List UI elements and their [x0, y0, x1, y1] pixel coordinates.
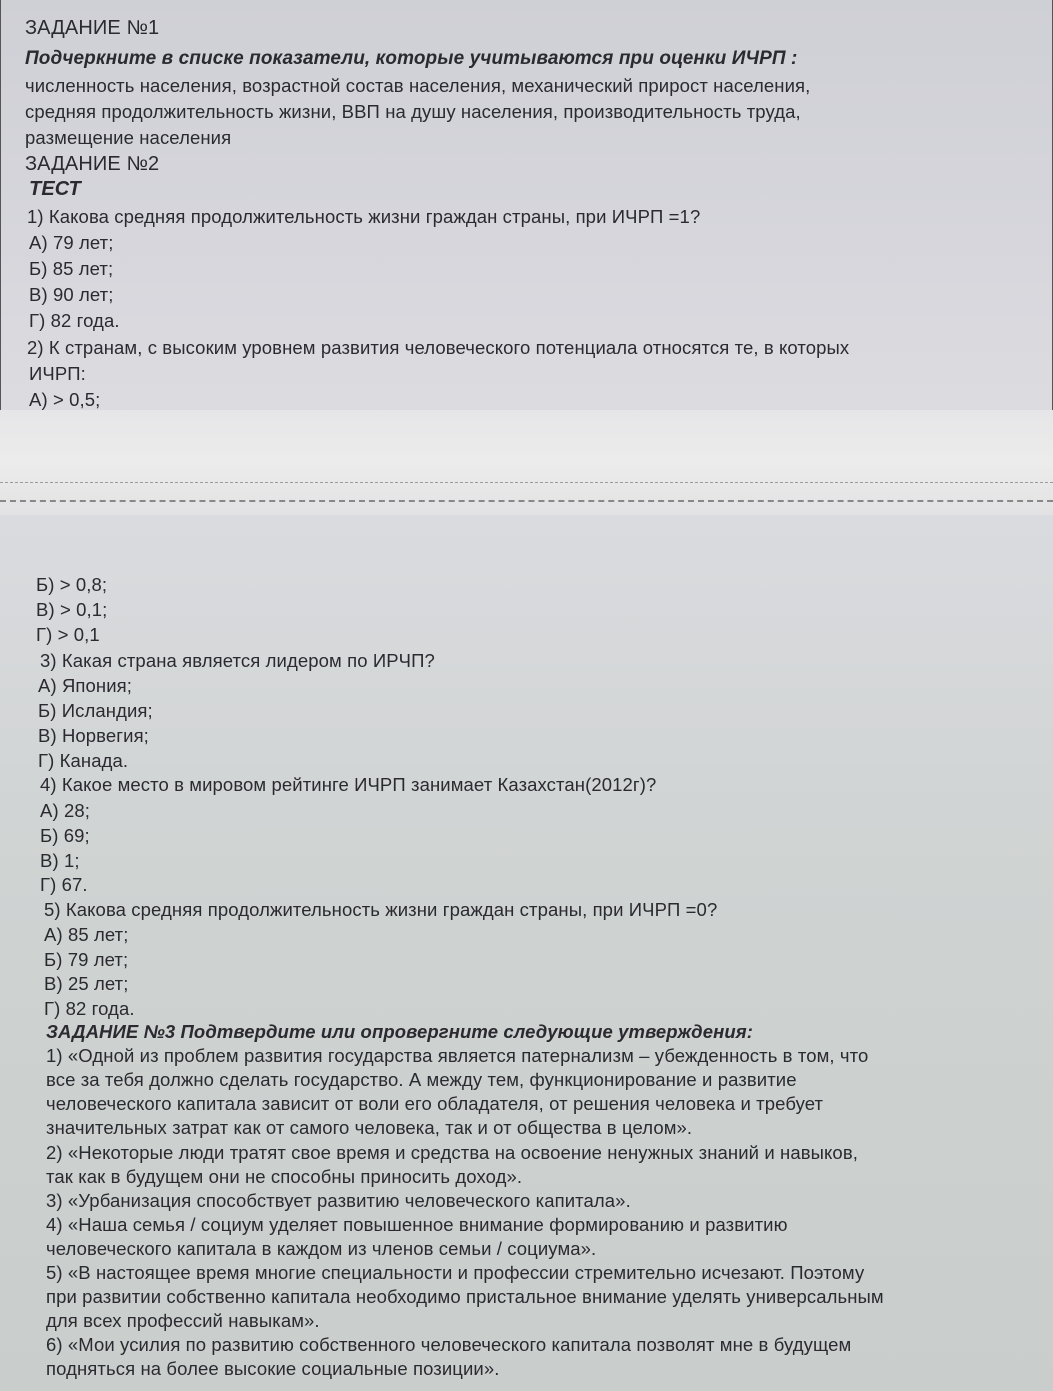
q4-option-a: А) 28;	[40, 800, 90, 821]
task3-line-1: 1) «Одной из проблем развития государства является патернализм – убежденность в том, что	[46, 1045, 869, 1066]
task1-instruction: Подчеркните в списке показатели, которые учитываются при оценки ИЧРП :	[25, 48, 798, 69]
q5-option-d: Г) 82 года.	[44, 998, 135, 1019]
task1-list-line-2: средняя продолжительность жизни, ВВП на душу населения, производительность труда,	[25, 101, 801, 122]
q2-option-a: А) > 0,5;	[29, 389, 101, 410]
q2-text-line1: 2) К странам, с высоким уровнем развития человеческого потенциала относятся те, в которых	[27, 337, 850, 358]
gap-divider	[0, 482, 1053, 484]
task3-line-13: 6) «Мои усилия по развитию собственного человеческого капитала позволят мне в будущем	[46, 1334, 852, 1355]
q3-option-a: А) Япония;	[38, 675, 133, 696]
task3-line-11: при развитии собственно капитала необходимо пристальное внимание уделять универсальным	[46, 1286, 884, 1307]
q3-option-b: Б) Исландия;	[38, 700, 153, 721]
q4-option-b: Б) 69;	[40, 825, 90, 846]
task2-heading: ЗАДАНИЕ №2	[25, 153, 160, 175]
task3-line-9: человеческого капитала в каждом из членов семьи / социума».	[46, 1238, 597, 1259]
q2-option-b: Б) > 0,8;	[36, 574, 108, 595]
task1-heading: ЗАДАНИЕ №1	[25, 17, 160, 39]
task3-line-6: так как в будущем они не способны приносить доход».	[46, 1166, 523, 1187]
q3-option-d: Г) Канада.	[38, 750, 129, 771]
task3-line-7: 3) «Урбанизация способствует развитию человеческого капитала».	[46, 1190, 631, 1211]
q2-option-c: В) > 0,1;	[36, 599, 108, 620]
q1-option-b: Б) 85 лет;	[29, 258, 114, 279]
q4-option-c: В) 1;	[40, 850, 80, 871]
q3-text: 3) Какая страна является лидером по ИРЧП?	[40, 650, 435, 671]
q5-option-a: А) 85 лет;	[44, 924, 129, 945]
q1-option-c: В) 90 лет;	[29, 284, 114, 305]
q4-text: 4) Какое место в мировом рейтинге ИЧРП занимает Казахстан(2012г)?	[40, 774, 657, 795]
task3-heading: ЗАДАНИЕ №3 Подтвердите или опровергните следующие утверждения:	[46, 1021, 754, 1042]
task3-line-12: для всех профессий навыкам».	[46, 1310, 320, 1331]
task3-line-4: значительных затрат как от самого человека, так и от общества в целом».	[46, 1117, 693, 1138]
lower-sheet	[0, 515, 1053, 1391]
q5-text: 5) Какова средняя продолжительность жизни граждан страны, при ИЧРП =0?	[44, 899, 718, 920]
q1-option-d: Г) 82 года.	[29, 310, 120, 331]
q5-option-c: В) 25 лет;	[44, 973, 129, 994]
page-gap	[0, 410, 1053, 515]
q1-text: 1) Какова средняя продолжительность жизни граждан страны, при ИЧРП =1?	[27, 206, 701, 227]
q4-option-d: Г) 67.	[40, 874, 88, 895]
task3-line-2: все за тебя должно сделать государство. А между тем, функционирование и развитие	[46, 1069, 797, 1090]
task3-line-5: 2) «Некоторые люди тратят свое время и средства на освоение ненужных знаний и навыков,	[46, 1142, 858, 1163]
q1-option-a: А) 79 лет;	[29, 232, 114, 253]
q2-option-d: Г) > 0,1	[36, 624, 100, 645]
q5-option-b: Б) 79 лет;	[44, 949, 129, 970]
task3-line-14: подняться на более высокие социальные позиции».	[46, 1358, 500, 1379]
task1-list-line-1: численность населения, возрастной состав населения, механический прирост населения,	[25, 75, 811, 96]
q2-text-line2: ИЧРП:	[29, 363, 86, 384]
task3-line-3: человеческого капитала зависит от воли его обладателя, от решения человека и требует	[46, 1093, 824, 1114]
upper-sheet	[0, 0, 1053, 411]
task3-line-10: 5) «В настоящее время многие специальности и профессии стремительно исчезают. Поэтому	[46, 1262, 865, 1283]
gap-tear-line	[0, 500, 1053, 503]
task1-list-line-3: размещение населения	[25, 127, 232, 148]
task3-line-8: 4) «Наша семья / социум уделяет повышенное внимание формированию и развитию	[46, 1214, 788, 1235]
q3-option-c: В) Норвегия;	[38, 725, 149, 746]
task2-subheading: ТЕСТ	[29, 178, 81, 200]
